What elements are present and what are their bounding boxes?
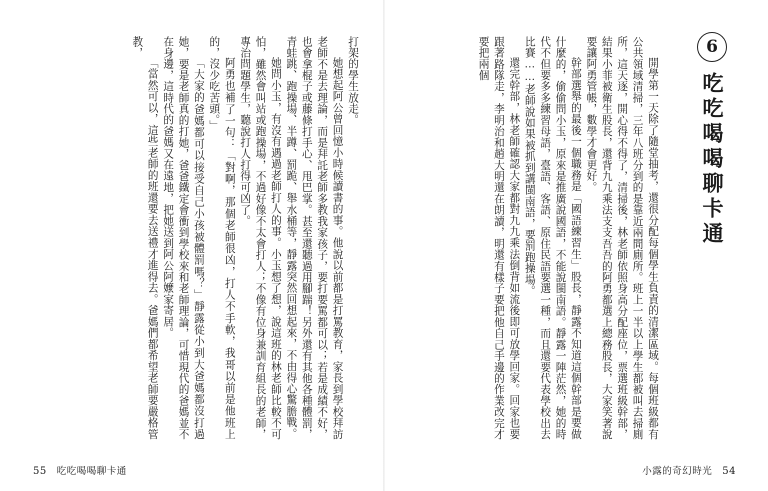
running-title: 小露的奇幻時光 (642, 466, 713, 477)
paragraph: 「當然可以，這些老師的班還要去送禮才進得去。爸媽們都希望老師要嚴格管教， (131, 36, 159, 440)
paragraph: 還完幹部，林老師確認大家都對九九乘法倒背如流後即可放學回家。回家也要跟著路隊走，李明治和趙大明還在朗讀，明還有樣子要把他自己手邊的作業改完才要把兩個 (477, 36, 521, 440)
left-page-footer (33, 463, 127, 477)
right-page-text (390, 36, 660, 440)
paragraph: 開學第一天除了隨堂抽考，還很分配每個學生負責的清潔區域。每個班級都有公共領域清掃，三年八班分到的是靠近兩間廁所。班上一半以上學生都被叫去掃廁所，這天逐，開心得不得了，清掃後，林老師依照身高分配座位，票選班級幹部，結果小菲被衛生股長，還背九九乘法支支吾吾的阿勇都選上總務股長，大家笑著說要讓阿勇管帳，數學才會更好。 (585, 36, 659, 440)
page-number: 54 (722, 466, 736, 477)
chapter-title: 吃吃喝喝聊卡通 (700, 72, 724, 247)
right-page-footer (642, 463, 736, 477)
chapter-heading (684, 32, 740, 282)
running-title: 吃吃喝喝聊卡通 (56, 466, 127, 477)
paragraph: 她問小玉，有沒有遇過老師打人的事。小玉想了想，說這班的林老師比較不可怕，雖然會叫站或跑操場，不過好像不太會打人；不像有位身兼訓育組長的老師，專治問題學生，聽說打人打得可凶了。 (239, 36, 282, 440)
paragraph: 「大家的爸媽都可以接受自己小孩被體罰嗎？」靜露從小到大爸媽都沒打過她，要是老師真的打她，爸爸鐵定會衝到學校來和老師理論，可惜現代的爸媽並不在身邊，這時代的爸媽又在遠地，把她送到阿公阿嬤家寄居。 (162, 36, 205, 440)
paragraph: 阿勇也補了一句：「對啊，那個老師很凶，打人不手軟，我哥以前是他班上的，沒少吃苦頭。」 (208, 36, 236, 440)
paragraph: 她想起阿公曾回憶小時候讀書的事。他說以前都是打罵教育，家長到學校拜訪老師不是去理論，而是拜託老師多教我家孩子，要打要罵都可以；若是成績不好，也會拿棍子或藤條打手心、甩巴掌。甚至還聽過用腳踹！另外還有其他各種體罰，青蛙跳、跑操場、半蹲、罰跪、舉水桶等，靜露突然回想起來，不由得心驚膽戰。 (285, 36, 344, 440)
paragraph: 幹部選舉的最後一個職務是「國語練習生」股長，靜露不知道這個幹部是要做什麼的，偷偷問小玉，原來是推廣說國語，不能說閩南語。靜露一陣茫然，她的時代不但要多多練習母語，臺語、客語、原住民語要選一種，而且還要代表學校出去比賽……老師說如果被抓到講閩南語，要罰跑操場。 (523, 36, 582, 440)
page-number: 55 (33, 466, 47, 477)
paragraph: 打架的學生放走。 (347, 36, 359, 126)
right-page (384, 0, 768, 491)
chapter-number-badge: 6 (697, 32, 727, 62)
left-page-text (18, 36, 360, 440)
